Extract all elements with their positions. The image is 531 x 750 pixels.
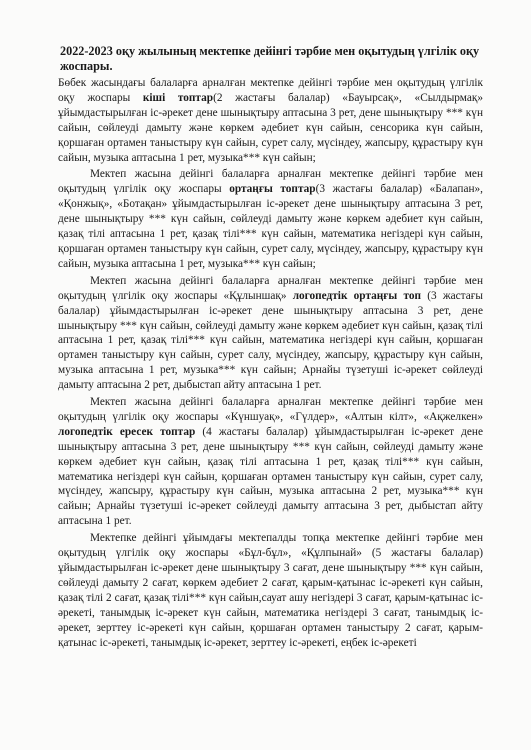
paragraph-middle-groups xyxy=(58,167,483,271)
group-name-bold: логопедтік ортаңғы топ xyxy=(292,289,421,302)
group-name-bold: кіші топтар xyxy=(142,91,214,104)
paragraph-text: Мектеп жасына дейінгі балаларға арналған мектепке дейінгі тәрбие мен оқытудың үлгілік оқу жоспары xyxy=(58,168,483,196)
paragraph-text: Мектеп жасына дейінгі балаларға арналған мектепке дейінгі тәрбие мен оқытудың үлгілік оқу жоспары «Құлыншақ» xyxy=(58,274,483,302)
paragraph-preschool-group xyxy=(58,531,483,650)
paragraph-text: Мектепке дейінгі ұйымдағы мектепалды топқа мектепке дейінгі тәрбие мен оқытудың үлгілік оқу жоспары «Бұл-бұл», «Құлпынай» (5 жастағы балалар) ұйымдастырылған іс-әрекет дене шынықтыру 3 сағат, дене шынықтыру *** күн сайын, сөйлеуді дамыту 2 сағат, көркем әдебиет 2 сағат, қарым-қатынас іс-әрекеті күн сайын, қазақ тілі 2 сағат, қазақ тілі*** күн сайын,сауат ашу негіздері 3 сағат, қарым-қатынас іс-әрекеті, танымдық іс-әрекет күн сайын, математика негіздері 3 сағат, танымдық іс-әрекет, зерттеу іс-әрекеті күн сайын, қоршаған ортамен таныстыру 2 сағат, қарым-қатынас іс-әрекеті, танымдық іс-әрекет, зерттеу іс-әрекеті, еңбек іс-әрекеті xyxy=(58,532,483,649)
paragraph-text: (2 жастағы балалар) «Бауырсақ», «Сылдырмақ» ұйымдастырылған іс-әрекет дене шынықтыру аптасына 3 рет, дене шынықтыру *** күн сайын, сөйлеуді дамыту және көркем әдебиет күн сайын, сенсорика күн сайын, қоршаған ортамен таныстыру күн сайын, сурет салу, мүсіндеу, жапсыру, құрастыру күн сайын, музыка аптасына 1 рет, музыка*** күн сайын; xyxy=(58,91,483,164)
group-name-bold: ортаңғы топтар xyxy=(229,183,316,196)
paragraph-text: (3 жастағы балалар) «Балапан», «Қонжық», «Ботақан» ұйымдастырылған іс-әрекет дене шынықтыру аптасына 3 рет, дене шынықтыру *** күн сайын, сөйлеуді дамыту және көркем әдебиет күн сайын, қазақ тілі аптасына 1 рет, қазақ тілі*** күн сайын, математика негіздері күн сайын, қоршаған ортамен таныстыру күн сайын, сурет салу, мүсіндеу, жапсыру, құрастыру күн сайын, музыка аптасына 1 рет, музыка*** күн сайын; xyxy=(58,183,483,270)
group-name-bold: логопедтік ересек топтар xyxy=(58,425,196,438)
paragraph-speech-senior-groups xyxy=(58,395,483,529)
document-title: 2022-2023 оқу жылының мектепке дейінгі тәрбие мен оқытудың үлгілік оқу жоспары. xyxy=(60,44,480,73)
paragraph-junior-groups xyxy=(58,76,483,165)
paragraph-text: (3 жастағы балалар) ұйымдастырылған іс-әрекет дене шынықтыру аптасына 3 рет, дене шынықтыру *** күн сайын, сөйлеуді дамыту және көркем әдебиет күн сайын, қазақ тілі аптасына 1 рет, қазақ тілі*** күн сайын, математика негіздері күн сайын, қоршаған ортамен таныстыру күн сайын, сурет салу, мүсіндеу, жапсыру, құрастыру күн сайын, музыка аптасына 1 рет, музыка*** күн сайын; Арнайы түзетуші іс-әрекет сөйлеуді дамыту аптасына 2 рет, дыбыстап айту аптасына 1 рет. xyxy=(58,289,483,392)
paragraph-text: (4 жастағы балалар) ұйымдастырылған іс-әрекет дене шынықтыру аптасына 3 рет, дене шынықтыру *** күн сайын, сөйлеуді дамыту және көркем әдебиет күн сайын, қазақ тілі аптасына 1 рет, қазақ тілі*** күн сайын, математика негіздері күн сайын, қоршаған ортамен таныстыру күн сайын, сурет салу, мүсіндеу, жапсыру, құрастыру күн сайын, музыка аптасына 2 рет, музыка*** күн сайын; Арнайы түзетуші іс-әрекет сөйлеуді дамыту аптасына 3 рет, дыбыстап айту аптасына 1 рет. xyxy=(58,425,483,528)
paragraph-text: Бөбек жасындағы балаларға арналған мектепке дейінгі тәрбие мен оқытудың үлгілік оқу жоспары xyxy=(58,77,483,104)
paragraph-text: Мектеп жасына дейінгі балаларға арналған мектепке дейінгі тәрбие мен оқытудың үлгілік оқу жоспары «Күншуақ», «Гүлдер», «Алтын кілт», «Ақжелкен» xyxy=(58,396,483,423)
paragraph-speech-middle-group xyxy=(58,274,483,393)
